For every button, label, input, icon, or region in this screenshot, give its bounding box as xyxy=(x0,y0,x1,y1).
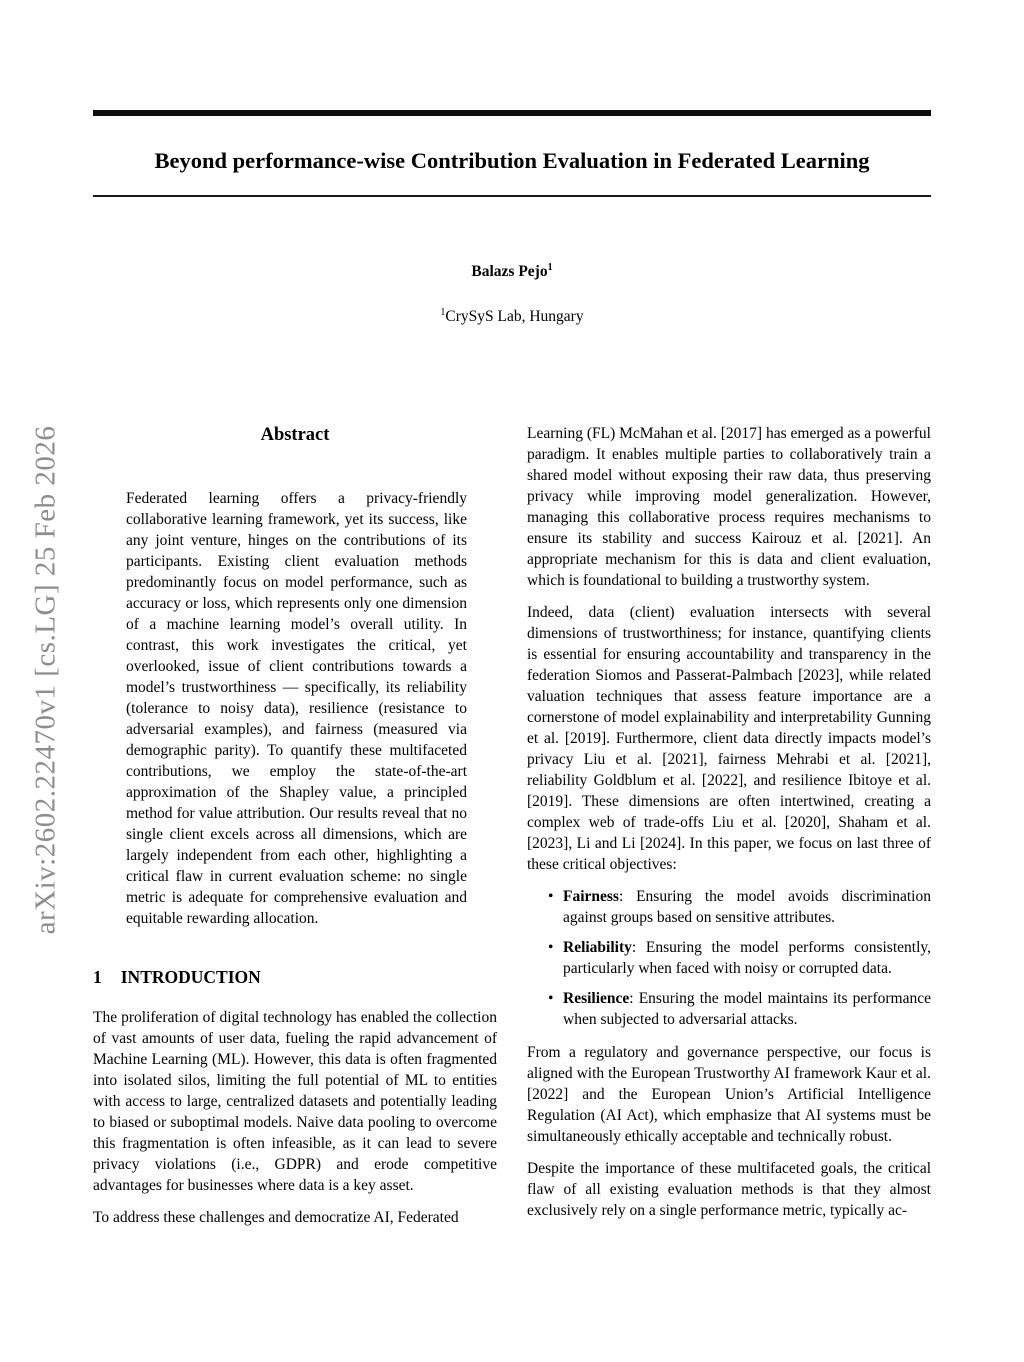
title-rule xyxy=(93,195,931,197)
author-line xyxy=(93,263,931,281)
bullet-icon: • xyxy=(548,939,554,956)
bullet-icon: • xyxy=(548,888,554,905)
section-title: INTRODUCTION xyxy=(120,967,261,987)
objectives-list xyxy=(527,886,931,1030)
abstract-body: Federated learning offers a privacy-friendly collaborative learning framework, yet its success, like any joint venture, hinges on the contributions of its participants. Existing client evaluation methods predominantly focus on model performance, such as accuracy or loss, which represents only one dimension of a machine learning model’s overall utility. In contrast, this work investigates the critical, yet overlooked, issue of client contributions towards a model’s trustworthiness — specifically, its reliability (tolerance to noisy data), resilience (resistance to adversarial examples), and fairness (measured via demographic parity). To quantify these multifaceted contributions, we employ the state-of-the-art approximation of the Shapley value, a principled method for value attribution. Our results reveal that no single client excels across all dimensions, which are largely independent from each other, highlighting a critical flaw in current evaluation scheme: no single metric is adequate for comprehensive evaluation and equitable rewarding allocation. xyxy=(126,490,467,927)
author-superscript: 1 xyxy=(547,261,553,273)
bullet-description: : Ensuring the model performs consistently, particularly when faced with noisy or corrupted data. xyxy=(563,939,931,977)
top-rule xyxy=(93,110,931,116)
left-column xyxy=(93,423,497,1228)
bullet-term: Resilience xyxy=(563,990,630,1007)
list-item xyxy=(527,988,931,1030)
intro-paragraph: To address these challenges and democratize AI, Federated xyxy=(93,1209,459,1226)
section-number: 1 xyxy=(93,967,102,987)
right-column xyxy=(527,423,931,1228)
affiliation-line xyxy=(93,308,931,326)
bullet-term: Fairness xyxy=(563,888,619,905)
list-item xyxy=(527,937,931,979)
bullet-description: : Ensuring the model avoids discrimination against groups based on sensitive attributes. xyxy=(563,888,931,926)
paper-content xyxy=(93,110,931,1228)
author-name: Balazs Pejo xyxy=(471,263,548,280)
body-paragraph: Despite the importance of these multifaceted goals, the critical flaw of all existing evaluation methods is that they almost exclusively rely on a single performance metric, typically ac- xyxy=(527,1160,931,1219)
bullet-description: : Ensuring the model maintains its performance when subjected to adversarial attacks. xyxy=(563,990,931,1028)
abstract-heading: Abstract xyxy=(260,425,330,445)
affiliation-superscript: 1 xyxy=(440,306,446,318)
arxiv-watermark: arXiv:2602.22470v1 [cs.LG] 25 Feb 2026 xyxy=(29,425,62,935)
body-paragraph: Indeed, data (client) evaluation intersects with several dimensions of trustworthiness; for instance, quantifying clients is essential for ensuring accountability and transparency in the federation Siomos and Passerat-Palmbach [2023], while related valuation techniques that assess feature importance are a cornerstone of model explainability and interpretability Gunning et al. [2019]. Furthermore, client data directly impacts model’s privacy Liu et al. [2021], fairness Mehrabi et al. [2021], reliability Goldblum et al. [2022], and resilience Ibitoye et al. [2019]. These dimensions are often intertwined, creating a complex web of trade-offs Liu et al. [2020], Shaham et al. [2023], Li and Li [2024]. In this paper, we focus on last three of these critical objectives: xyxy=(527,604,931,873)
list-item xyxy=(527,886,931,928)
bullet-text xyxy=(563,886,931,928)
bullet-icon: • xyxy=(548,990,554,1007)
affiliation-text: CrySyS Lab, Hungary xyxy=(445,308,584,325)
two-column-body xyxy=(93,423,931,1228)
bullet-text xyxy=(563,937,931,979)
bullet-text xyxy=(563,988,931,1030)
body-paragraph: From a regulatory and governance perspective, our focus is aligned with the European Trustworthy AI framework Kaur et al. [2022] and the European Union’s Artificial Intelligence Regulation (AI Act), which emphasize that AI systems must be simultaneously ethically acceptable and technically robust. xyxy=(527,1044,931,1145)
bullet-term: Reliability xyxy=(563,939,632,956)
section-heading-introduction xyxy=(93,966,497,988)
body-paragraph: Learning (FL) McMahan et al. [2017] has emerged as a powerful paradigm. It enables multiple parties to collaboratively train a shared model without exposing their raw data, thus preserving privacy while improving model generalization. However, managing this collaborative process requires mechanisms to ensure its stability and success Kairouz et al. [2021]. An appropriate mechanism for this is data and client evaluation, which is foundational to building a trustworthy system. xyxy=(527,425,931,589)
paper-title: Beyond performance-wise Contribution Evaluation in Federated Learning xyxy=(154,148,870,173)
intro-paragraph: The proliferation of digital technology has enabled the collection of vast amounts of user data, fueling the rapid advancement of Machine Learning (ML). However, this data is often fragmented into isolated silos, limiting the full potential of ML to entities with access to large, centralized datasets and potentially leading to biased or suboptimal models. Naive data pooling to overcome this fragmentation is often infeasible, as it can lead to severe privacy violations (i.e., GDPR) and erode competitive advantages for businesses where data is a key asset. xyxy=(93,1009,497,1194)
